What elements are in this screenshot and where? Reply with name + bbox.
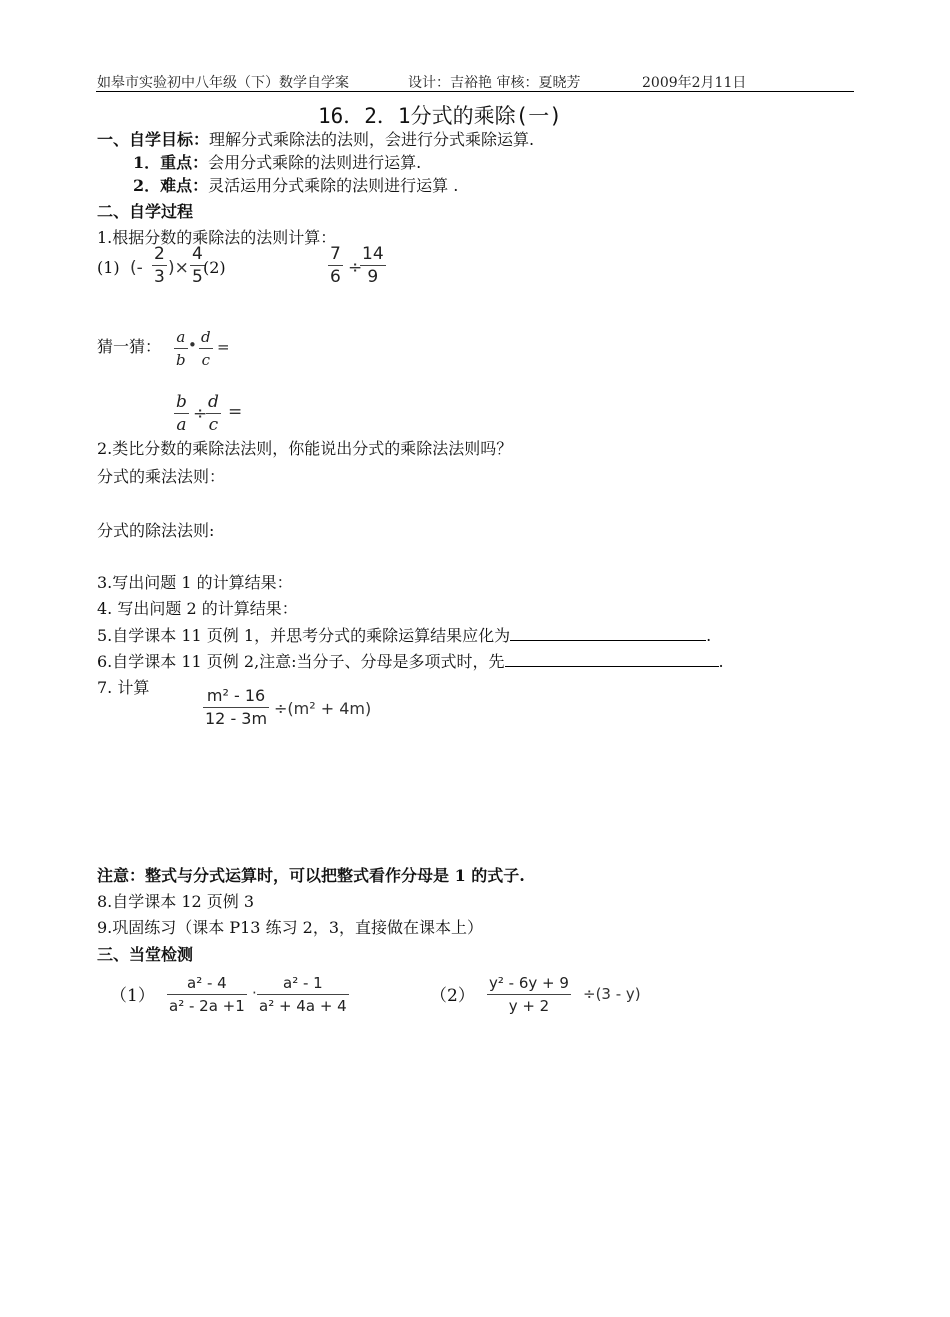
fraction-check-1a: a² - 4 a² - 2a +1: [169, 974, 245, 1015]
answer-blank-6[interactable]: [505, 651, 719, 667]
key-point-label: 1．重点：: [133, 153, 209, 172]
fraction-4-5: 4 5: [192, 244, 203, 287]
question-6: 6.自学课本 11 页例 2,注意:当分子、分母是多项式时，先 .: [97, 652, 724, 671]
equals-sign-2: =: [228, 402, 243, 422]
fraction-b-a: b a: [176, 392, 187, 435]
key-point: [133, 153, 421, 173]
fraction-check-2: y² - 6y + 9 y + 2: [489, 974, 569, 1015]
fraction-d-c-2: d c: [208, 392, 219, 435]
section-process-label: 二、自学过程: [97, 202, 194, 221]
q1-part1-label: (1): [97, 258, 120, 277]
q1-close-times: )×: [168, 258, 189, 278]
question-3: 3.写出问题 1 的计算结果：: [97, 573, 293, 592]
check-1-dot: ·: [252, 984, 257, 1002]
section-objectives: [97, 130, 534, 150]
fraction-2-3: 2 3: [154, 244, 165, 287]
difficult-point-text: 灵活运用分式乘除的法则进行运算 .: [208, 176, 459, 195]
fraction-check-1b: a² - 1 a² + 4a + 4: [259, 974, 347, 1015]
difficult-point: [133, 176, 458, 196]
divide-sign: ÷: [348, 258, 363, 278]
guess-label: 猜一猜：: [97, 337, 162, 356]
check-1-label: （1）: [110, 986, 155, 1006]
check-2-divisor: ÷(3 - y): [583, 985, 641, 1003]
section-objectives-label: 一、自学目标：: [97, 130, 210, 149]
section-check-label: 三、当堂检测: [97, 945, 194, 964]
fraction-a-b: a b: [176, 328, 186, 369]
section-objectives-text: 理解分式乘除法的法则，会进行分式乘除运算.: [209, 130, 535, 149]
question-8: 8.自学课本 12 页例 3: [97, 892, 255, 911]
answer-blank-5[interactable]: [510, 625, 706, 641]
question-2: 2.类比分数的乘除法法则，你能说出分式的乘除法法则吗？: [97, 439, 513, 458]
page-title: 16．2．1分式的乘除(一): [318, 104, 562, 128]
header-school: 如皋市实验初中八年级（下）数学自学案: [97, 75, 349, 91]
header-date: 2009年2月11日: [642, 75, 747, 91]
check-2-label: （2）: [430, 986, 475, 1006]
header-design: 设计：吉裕艳 审核：夏晓芳: [408, 75, 581, 91]
question-1: 1.根据分数的乘除法的法则计算：: [97, 228, 337, 247]
equals-sign: =: [217, 338, 230, 356]
fraction-q7: m² - 16 12 - 3m: [205, 686, 268, 728]
question-4: 4. 写出问题 2 的计算结果：: [97, 599, 298, 618]
question-9: 9.巩固练习（课本 P13 练习 2，3，直接做在课本上）: [97, 918, 484, 937]
q1-open-paren: (-: [130, 258, 143, 278]
header-rule: [96, 91, 854, 92]
multiplication-rule: 分式的乘法法则：: [97, 467, 226, 486]
key-point-text: 会用分式乘除的法则进行运算.: [208, 153, 422, 172]
fraction-d-c: d c: [201, 328, 211, 369]
division-rule: 分式的除法法则:: [97, 521, 215, 540]
fraction-14-9: 14 9: [362, 244, 384, 287]
q7-divisor: ÷(m² + 4m): [274, 699, 372, 718]
divide-sign-2: ÷: [193, 404, 208, 424]
note: 注意：整式与分式运算时，可以把整式看作分母是 1 的式子.: [97, 866, 525, 885]
q1-part2-label: (2): [203, 258, 226, 277]
fraction-7-6: 7 6: [330, 244, 341, 287]
question-5: 5.自学课本 11 页例 1，并思考分式的乘除运算结果应化为 .: [97, 626, 712, 645]
question-7: 7. 计算: [97, 678, 150, 697]
difficult-point-label: 2．难点：: [133, 176, 209, 195]
dot-operator: •: [188, 336, 197, 354]
